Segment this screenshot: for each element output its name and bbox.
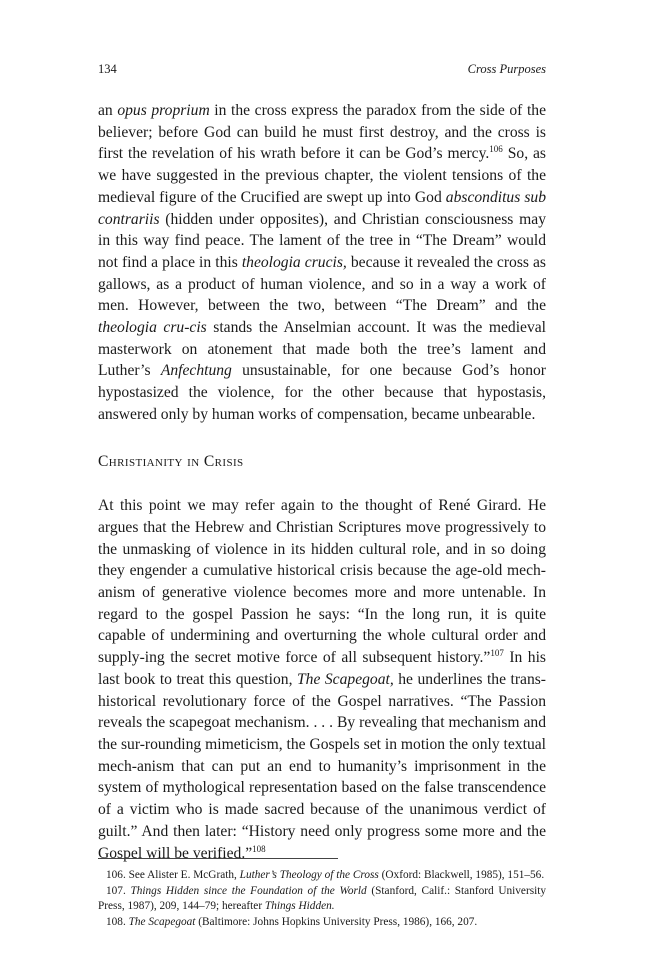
book-title: The Scapegoat, (296, 670, 394, 688)
text-run: So, as we have suggested in the previous chapter, the violent tensions of the medieval figure of the Crucified are swept up into God (98, 145, 546, 206)
paragraph-1 (98, 100, 546, 426)
text-run: In his last book to treat this question, (98, 649, 547, 688)
footnote-ref-106[interactable]: 106 (489, 144, 503, 155)
text-run: in the cross express the paradox from the side of the believer; before God can build he must first destroy, and the cross is first the revelation of his wrath before it can be God’s mercy. (98, 102, 546, 163)
paragraph-2 (98, 495, 546, 864)
footnote-divider (98, 858, 338, 859)
italic-term: Anfechtung (160, 362, 232, 380)
footnote-text: 107. (106, 884, 131, 897)
footnote-text: 108. (106, 915, 129, 928)
text-run: because it revealed the cross as gallows, as a product of human violence, and so in a way a work of men. However, between the two, between “The Dream” and the (98, 253, 547, 315)
text-run: stands the Anselmian account. It was the medieval masterwork on atonement that made both the tree’s lament and Luther’s (98, 319, 546, 380)
text-run: unsustainable, for one because God’s honor hypostasized the violence, for the other because that hypostasis, answered only by human works of compensation, became unbearable. (98, 362, 546, 423)
footnote-title: Things Hidden since the Foundation of the World (130, 884, 367, 897)
footnote-text: (Stanford, Calif.: Stanford University Press, 1987), 209, 144–79; hereafter (98, 884, 547, 913)
footnote-108 (98, 915, 546, 931)
footnote-title: The Scapegoat (128, 915, 196, 928)
italic-term: absconditus sub contrariis (98, 188, 546, 228)
footnote-text: 106. See Alister E. McGrath, (106, 869, 240, 881)
text-run: At this point we may refer again to the thought of René Girard. He argues that the Hebrew and Christian Scriptures move progressively to the unmasking of violence in its hidden cultural role, and in so doing they engender a cumulative historical crisis because the age-old mech-anism of generative violence becomes more and more untenable. In regard to the gospel Passion he says: “In the long run, it is quite capable of undermining and overturning the whole cultural order and supply-ing the secret motive force of all subsequent history.” (98, 497, 546, 667)
text-run: he underlines the trans-historical revolutionary force of the Gospel narratives. “The Passion reveals the scapegoat mechanism. . . . By revealing that mechanism and the sur-rounding mimeticism, the Gospels set in motion the only textual mech-anism that can put an end to humanity’s imprisonment in the system of mythological representation based on the false transcendence of a victim who is made sacred because of the unanimous verdict of guilt.” And then later: “History need only progress some more and the Gospel will be verified.” (98, 670, 546, 862)
footnote-title: Luther’s Theology of the Cross (239, 869, 379, 881)
footnotes (98, 868, 546, 930)
footnote-ref-108[interactable]: 108 (252, 843, 266, 854)
footnote-text: (Oxford: Blackwell, 1985), 151–56. (378, 869, 545, 881)
footnote-106 (98, 868, 546, 884)
footnote-107 (98, 884, 546, 915)
italic-term: theologia crucis, (241, 253, 347, 271)
section-heading: Christianity in Crisis (98, 452, 244, 470)
text-run: (hidden under opposites), and Christian consciousness may in this way find peace. The lament of the tree in “The Dream” would not find a place in this (98, 210, 546, 271)
footnote-title: Things Hidden. (264, 900, 335, 913)
body-text (98, 100, 546, 864)
footnote-text: (Baltimore: Johns Hopkins University Press, 1986), 166, 207. (195, 915, 478, 928)
footnote-ref-107[interactable]: 107 (490, 648, 504, 659)
italic-term: theologia cru-cis (98, 319, 207, 337)
running-title: Cross Purposes (467, 62, 546, 76)
text-run: an (98, 102, 118, 119)
page-number: 134 (98, 62, 117, 76)
italic-term: opus proprium (117, 102, 210, 119)
